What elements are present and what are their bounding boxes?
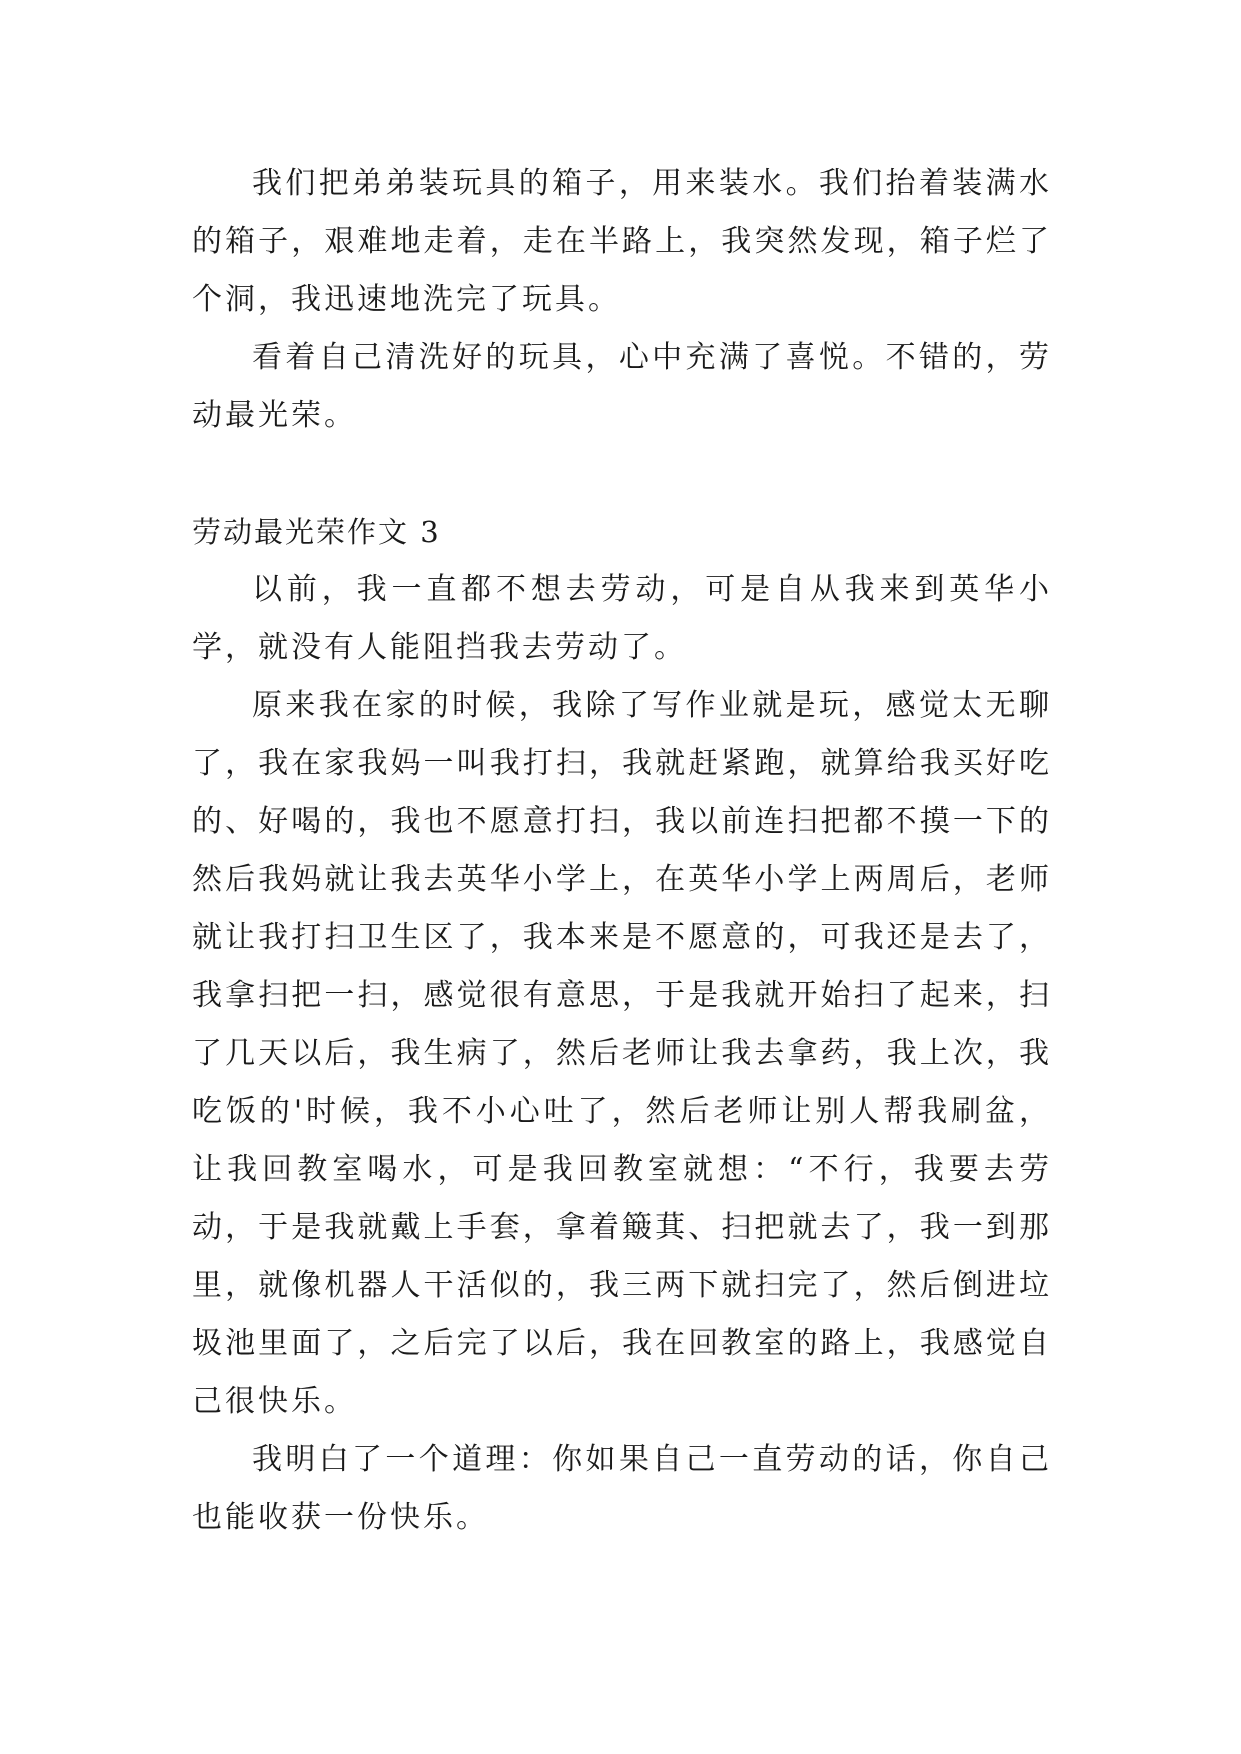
paragraph: 以前，我一直都不想去劳动，可是自从我来到英华小学，就没有人能阻挡我去劳动了。 [192, 572, 1052, 665]
paragraph: 原来我在家的时候，我除了写作业就是玩，感觉太无聊了，我在家我妈一叫我打扫，我就赶紧跑，就算给我买好吃的、好喝的，我也不愿意打扫，我以前连扫把都不摸一下的然后我妈就让我去英华小学上，在英华小学上两周后，老师就让我打扫卫生区了，我本来是不愿意的，可我还是去了，我拿扫把一扫，感觉很有意思，于是我就开始扫了起来，扫了几天以后，我生病了，然后老师让我去拿药，我上次，我吃饭的'时候，我不小心吐了，然后老师让别人帮我刷盆，让我回教室喝水，可是我回教室就想：“不行，我要去劳动，于是我就戴上手套，拿着簸萁、扫把就去了，我一到那里，就像机器人干活似的，我三两下就扫完了，然后倒进垃圾池里面了，之后完了以后，我在回教室的路上，我感觉自己很快乐。 [192, 688, 1052, 1419]
paragraph: 我们把弟弟装玩具的箱子，用来装水。我们抬着装满水的箱子，艰难地走着，走在半路上，我突然发现，箱子烂了个洞，我迅速地洗完了玩具。 [192, 166, 1052, 317]
paragraph: 我明白了一个道理：你如果自己一直劳动的话，你自己也能收获一份快乐。 [192, 1442, 1052, 1535]
paragraph: 看着自己清洗好的玩具，心中充满了喜悦。不错的，劳动最光荣。 [192, 340, 1052, 433]
section-heading: 劳动最光荣作文 3 [192, 515, 441, 549]
document-body [192, 155, 1052, 1547]
